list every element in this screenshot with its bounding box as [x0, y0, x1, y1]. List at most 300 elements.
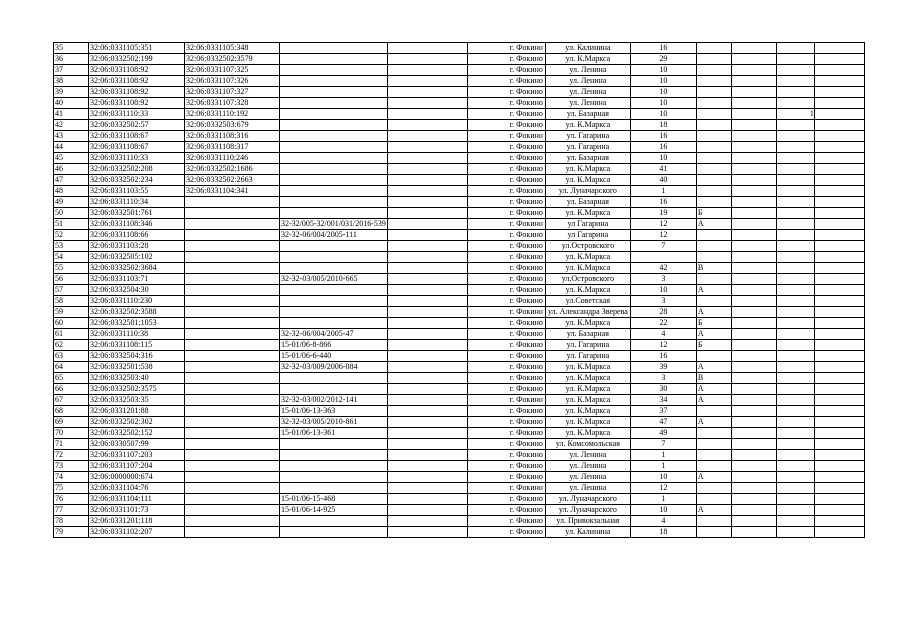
table-cell: 32:06:0331108:66 [89, 230, 185, 241]
table-cell [280, 373, 388, 384]
table-cell [814, 351, 864, 362]
table-cell [731, 197, 776, 208]
table-cell: 32:06:0332502:199 [89, 54, 185, 65]
table-cell [387, 406, 467, 417]
table-row [54, 208, 865, 219]
table-cell: г. Фокино [467, 142, 545, 153]
table-cell [776, 186, 814, 197]
table-cell: ул. Ленина [545, 98, 630, 109]
table-cell [814, 472, 864, 483]
table-cell: 1 [630, 494, 696, 505]
table-cell [776, 373, 814, 384]
table-cell [731, 439, 776, 450]
table-cell: ул. К.Маркса [545, 120, 630, 131]
table-cell: 32:06:0331102:207 [89, 527, 185, 538]
table-cell [776, 318, 814, 329]
table-row [54, 175, 865, 186]
table-cell [731, 450, 776, 461]
table-cell: г. Фокино [467, 307, 545, 318]
table-cell: 32:06:0331108:92 [89, 87, 185, 98]
table-cell [814, 87, 864, 98]
table-cell [776, 252, 814, 263]
table-cell [387, 483, 467, 494]
table-cell [731, 340, 776, 351]
table-cell: 32:06:0331201:118 [89, 516, 185, 527]
table-cell: 37 [54, 65, 89, 76]
table-cell [280, 439, 388, 450]
table-cell [696, 241, 731, 252]
table-cell: 58 [54, 296, 89, 307]
table-cell [731, 351, 776, 362]
table-cell: 59 [54, 307, 89, 318]
table-cell [776, 439, 814, 450]
table-cell: г. Фокино [467, 274, 545, 285]
table-row [54, 527, 865, 538]
table-cell: 12 [630, 483, 696, 494]
table-cell [814, 153, 864, 164]
table-cell [814, 197, 864, 208]
table-cell: г. Фокино [467, 351, 545, 362]
table-cell: 73 [54, 461, 89, 472]
table-cell [814, 406, 864, 417]
table-cell: 61 [54, 329, 89, 340]
table-cell [280, 76, 388, 87]
table-cell [696, 197, 731, 208]
table-cell [776, 120, 814, 131]
table-cell: г. Фокино [467, 505, 545, 516]
table-cell: 1 [630, 461, 696, 472]
table-cell [387, 285, 467, 296]
table-cell: г. Фокино [467, 43, 545, 54]
table-cell: ул. К.Маркса [545, 406, 630, 417]
table-cell: 3 [630, 274, 696, 285]
table-cell [731, 494, 776, 505]
table-cell [185, 318, 280, 329]
table-cell [696, 164, 731, 175]
table-cell [280, 65, 388, 76]
table-cell: А [696, 505, 731, 516]
table-cell [776, 98, 814, 109]
table-cell: 32:06:0331107:326 [185, 76, 280, 87]
table-cell: 32:06:0331108:92 [89, 76, 185, 87]
table-cell: 18 [630, 527, 696, 538]
table-cell [776, 450, 814, 461]
table-cell [731, 153, 776, 164]
table-row [54, 494, 865, 505]
table-cell [731, 219, 776, 230]
table-cell: А [696, 472, 731, 483]
table-cell: г. Фокино [467, 439, 545, 450]
table-cell: ул. К.Маркса [545, 417, 630, 428]
table-cell [696, 87, 731, 98]
table-cell: 47 [54, 175, 89, 186]
table-cell: г. Фокино [467, 483, 545, 494]
table-cell: г. Фокино [467, 527, 545, 538]
table-row [54, 285, 865, 296]
table-cell [731, 76, 776, 87]
table-cell [731, 318, 776, 329]
table-cell: 32:06:0331201:88 [89, 406, 185, 417]
table-cell [185, 285, 280, 296]
table-cell [814, 109, 864, 120]
table-cell: А [696, 329, 731, 340]
table-cell: 42 [630, 263, 696, 274]
table-cell [776, 329, 814, 340]
table-cell [776, 461, 814, 472]
table-cell: 32:06:0331107:328 [185, 98, 280, 109]
table-cell [185, 494, 280, 505]
table-cell [185, 296, 280, 307]
table-row [54, 54, 865, 65]
table-cell [280, 153, 388, 164]
table-cell [776, 142, 814, 153]
table-cell [387, 120, 467, 131]
table-cell [185, 252, 280, 263]
table-cell [776, 395, 814, 406]
table-cell: 32:06:0332502:234 [89, 175, 185, 186]
table-cell [387, 98, 467, 109]
table-cell: ул. Комсомольская [545, 439, 630, 450]
table-cell: 32:06:0331104:341 [185, 186, 280, 197]
table-cell [185, 428, 280, 439]
table-cell: А [696, 417, 731, 428]
table-cell: ул. Ленина [545, 483, 630, 494]
table-cell [280, 98, 388, 109]
table-cell: 32:06:0332502:302 [89, 417, 185, 428]
table-cell: г. Фокино [467, 54, 545, 65]
table-cell [814, 252, 864, 263]
table-cell [280, 516, 388, 527]
table-cell [814, 340, 864, 351]
table-cell [814, 505, 864, 516]
table-cell: 32:06:0331105:348 [185, 43, 280, 54]
table-cell [731, 461, 776, 472]
table-cell [280, 263, 388, 274]
table-cell: Б [696, 340, 731, 351]
table-cell: г. Фокино [467, 120, 545, 131]
table-cell [731, 142, 776, 153]
table-cell: 74 [54, 472, 89, 483]
table-cell [387, 186, 467, 197]
table-cell: 3 [630, 296, 696, 307]
table-cell [280, 175, 388, 186]
table-cell [387, 197, 467, 208]
table-cell: 32-32-03/005/2010-861 [280, 417, 388, 428]
table-cell [776, 175, 814, 186]
table-cell: 32:06:0331110:33 [89, 109, 185, 120]
table-cell: 15-01/06-14-925 [280, 505, 388, 516]
table-cell [185, 439, 280, 450]
table-cell: 15-01/06-8-866 [280, 340, 388, 351]
table-cell: А [696, 362, 731, 373]
table-cell [731, 120, 776, 131]
table-cell [185, 362, 280, 373]
table-cell [776, 230, 814, 241]
table-cell: ул. Ленина [545, 65, 630, 76]
table-cell [696, 76, 731, 87]
table-cell: 32:06:0331107:204 [89, 461, 185, 472]
table-cell: 32:06:0331104:111 [89, 494, 185, 505]
table-cell: 43 [54, 131, 89, 142]
table-cell [814, 285, 864, 296]
table-cell: ул. К.Маркса [545, 175, 630, 186]
table-cell: г. Фокино [467, 362, 545, 373]
table-cell: ул. К.Маркса [545, 428, 630, 439]
table-cell [696, 98, 731, 109]
table-row [54, 406, 865, 417]
table-cell: А [696, 307, 731, 318]
table-cell: А [696, 285, 731, 296]
table-cell [731, 505, 776, 516]
table-cell: 52 [54, 230, 89, 241]
table-cell: 34 [630, 395, 696, 406]
table-cell [776, 406, 814, 417]
table-cell [776, 362, 814, 373]
table-cell: г. Фокино [467, 252, 545, 263]
table-cell [280, 142, 388, 153]
table-row [54, 252, 865, 263]
table-cell: 1 [630, 186, 696, 197]
table-row [54, 43, 865, 54]
table-cell [280, 472, 388, 483]
table-cell [387, 472, 467, 483]
table-cell: 7 [630, 241, 696, 252]
table-cell [280, 208, 388, 219]
table-cell: 32:06:0331108:67 [89, 142, 185, 153]
table-cell [696, 439, 731, 450]
table-cell [776, 296, 814, 307]
table-cell [814, 175, 864, 186]
table-cell: 32:06:0332502:208 [89, 164, 185, 175]
table-cell: 39 [630, 362, 696, 373]
table-cell: 41 [54, 109, 89, 120]
table-cell [280, 450, 388, 461]
table-cell: 32-32-03/002/2012-141 [280, 395, 388, 406]
table-cell [776, 527, 814, 538]
table-cell [731, 87, 776, 98]
table-cell [814, 307, 864, 318]
table-cell [731, 98, 776, 109]
table-cell [814, 76, 864, 87]
table-cell [814, 142, 864, 153]
table-cell [387, 131, 467, 142]
table-row [54, 329, 865, 340]
table-cell [731, 175, 776, 186]
table-cell: ул. К.Маркса [545, 164, 630, 175]
table-row [54, 516, 865, 527]
table-row [54, 131, 865, 142]
table-cell: 3 [630, 373, 696, 384]
table-cell [696, 65, 731, 76]
table-cell: 15-01/06-15-468 [280, 494, 388, 505]
table-cell [731, 373, 776, 384]
table-cell: 16 [630, 43, 696, 54]
table-cell [731, 131, 776, 142]
table-cell [814, 98, 864, 109]
table-cell [776, 197, 814, 208]
table-cell: ул. Базарная [545, 197, 630, 208]
table-cell: 46 [54, 164, 89, 175]
table-cell [387, 450, 467, 461]
table-cell: 47 [630, 417, 696, 428]
address-register-table [53, 42, 865, 538]
table-cell [387, 164, 467, 175]
table-row [54, 98, 865, 109]
table-row [54, 340, 865, 351]
table-cell [814, 362, 864, 373]
table-cell [696, 153, 731, 164]
table-cell: ул. Базарная [545, 153, 630, 164]
table-cell [185, 461, 280, 472]
table-cell: 38 [54, 76, 89, 87]
table-row [54, 120, 865, 131]
table-cell [776, 43, 814, 54]
table-cell: ул.Советская [545, 296, 630, 307]
table-cell [814, 516, 864, 527]
table-cell: ул. Луначарского [545, 186, 630, 197]
table-cell: ул. К.Маркса [545, 318, 630, 329]
table-cell: 30 [630, 384, 696, 395]
table-cell: 32:06:0332502:3588 [89, 307, 185, 318]
table-cell: г. Фокино [467, 494, 545, 505]
table-cell: 32:06:0332502:3684 [89, 263, 185, 274]
table-row [54, 263, 865, 274]
table-cell [776, 494, 814, 505]
table-cell: 32:06:0332501:1053 [89, 318, 185, 329]
table-cell: ул.Островского [545, 241, 630, 252]
table-cell: ул. Калинина [545, 43, 630, 54]
table-cell [387, 461, 467, 472]
table-cell [280, 384, 388, 395]
table-cell: 49 [54, 197, 89, 208]
table-cell: 41 [630, 164, 696, 175]
table-cell: 22 [630, 318, 696, 329]
table-cell: г. Фокино [467, 76, 545, 87]
table-row [54, 428, 865, 439]
table-cell: г. Фокино [467, 186, 545, 197]
table-cell: 32:06:0331108:316 [185, 131, 280, 142]
table-cell [387, 527, 467, 538]
table-cell: ул. К.Маркса [545, 208, 630, 219]
table-cell [387, 296, 467, 307]
table-cell: 32:06:0331108:317 [185, 142, 280, 153]
table-cell [731, 43, 776, 54]
table-cell: 65 [54, 373, 89, 384]
table-cell: 32:06:0332503:35 [89, 395, 185, 406]
table-cell [776, 274, 814, 285]
table-row [54, 450, 865, 461]
table-cell [776, 65, 814, 76]
table-cell [776, 241, 814, 252]
table-cell: 10 [630, 87, 696, 98]
table-cell: 1 [630, 450, 696, 461]
table-cell [731, 362, 776, 373]
table-cell [387, 153, 467, 164]
table-cell: 4 [630, 329, 696, 340]
table-cell [731, 241, 776, 252]
table-cell: 54 [54, 252, 89, 263]
table-cell [731, 329, 776, 340]
table-cell [185, 263, 280, 274]
table-cell: г. Фокино [467, 65, 545, 76]
table-cell: 70 [54, 428, 89, 439]
table-cell: ул. Ленина [545, 450, 630, 461]
table-row [54, 439, 865, 450]
table-cell [185, 373, 280, 384]
table-cell: 50 [54, 208, 89, 219]
table-row [54, 505, 865, 516]
table-cell [280, 483, 388, 494]
table-cell [814, 120, 864, 131]
table-cell [280, 296, 388, 307]
table-cell [387, 307, 467, 318]
table-cell: Б [696, 318, 731, 329]
table-cell: Б [696, 208, 731, 219]
table-row [54, 153, 865, 164]
table-cell: ул. К.Маркса [545, 285, 630, 296]
table-cell: В [696, 263, 731, 274]
table-cell: 32-32-03/005/2010-665 [280, 274, 388, 285]
table-cell: 75 [54, 483, 89, 494]
table-cell [814, 450, 864, 461]
table-cell: 63 [54, 351, 89, 362]
table-cell: 32:06:0332504:316 [89, 351, 185, 362]
table-cell: 32:06:0331105:351 [89, 43, 185, 54]
table-cell [814, 439, 864, 450]
table-cell: 32:06:0331110:192 [185, 109, 280, 120]
table-cell: 10 [630, 98, 696, 109]
table-cell [387, 505, 467, 516]
table-row [54, 472, 865, 483]
table-cell [814, 186, 864, 197]
table-cell [731, 428, 776, 439]
table-row [54, 197, 865, 208]
table-cell [814, 219, 864, 230]
table-cell [814, 417, 864, 428]
table-cell: 32:06:0331110:246 [185, 153, 280, 164]
table-cell: 32:06:0331108:67 [89, 131, 185, 142]
table-cell [387, 373, 467, 384]
table-cell [731, 263, 776, 274]
table-cell: г. Фокино [467, 131, 545, 142]
table-cell [185, 351, 280, 362]
table-cell [696, 43, 731, 54]
table-cell [387, 208, 467, 219]
table-cell [280, 43, 388, 54]
table-cell: 32:06:0331107:327 [185, 87, 280, 98]
table-cell: 45 [54, 153, 89, 164]
table-cell: 67 [54, 395, 89, 406]
table-cell: 7 [630, 439, 696, 450]
table-cell: А [696, 219, 731, 230]
table-cell: 32-32-06/004/2005-111 [280, 230, 388, 241]
table-row [54, 417, 865, 428]
table-cell [776, 285, 814, 296]
table-cell [776, 208, 814, 219]
table-row [54, 164, 865, 175]
table-cell: 32:06:0331101:73 [89, 505, 185, 516]
table-cell: В [696, 373, 731, 384]
table-cell: 32:06:0331108:92 [89, 98, 185, 109]
table-cell: 10 [630, 285, 696, 296]
table-row [54, 318, 865, 329]
table-cell: 37 [630, 406, 696, 417]
table-cell: 18 [630, 120, 696, 131]
table-cell: 32:06:0331108:92 [89, 65, 185, 76]
table-cell: г. Фокино [467, 395, 545, 406]
table-cell [814, 296, 864, 307]
table-cell [387, 362, 467, 373]
